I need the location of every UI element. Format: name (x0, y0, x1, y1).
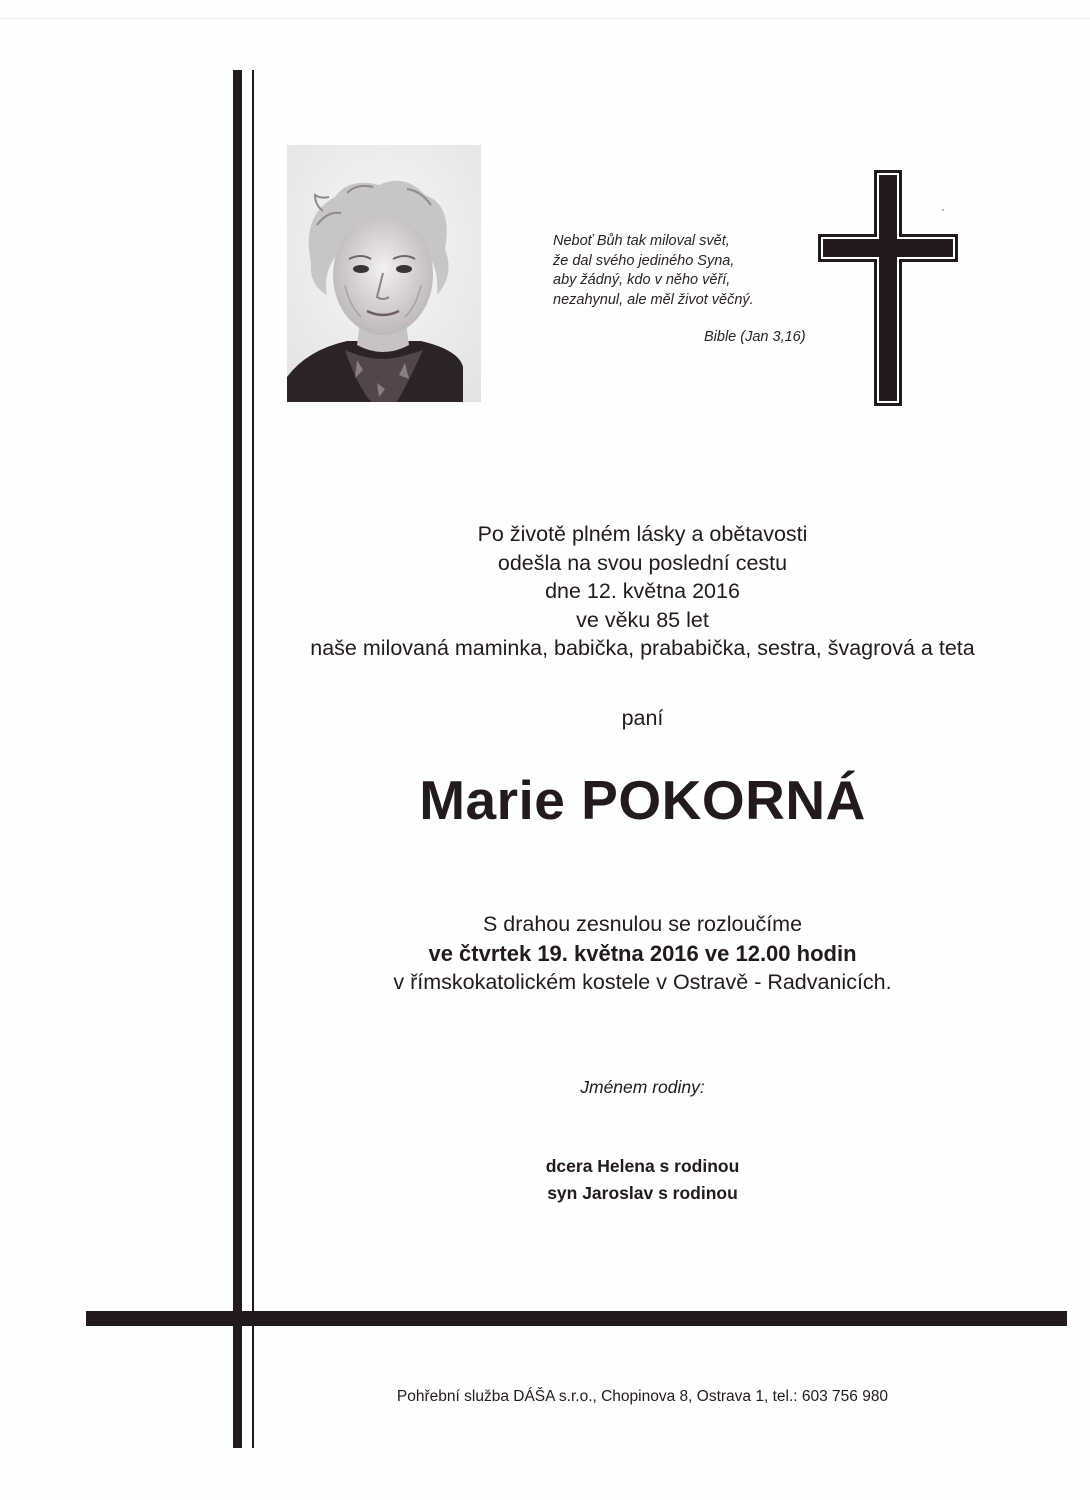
portrait-photo (287, 145, 481, 402)
mourning-vertical-bar-thick (233, 70, 242, 1448)
family-member: syn Jaroslav s rodinou (547, 1183, 738, 1203)
verse-line: nezahynul, ale měl život věčný. (553, 291, 754, 308)
scan-edge-line (0, 18, 1090, 19)
farewell-place: v římskokatolickém kostele v Ostravě - Radvanicích. (393, 970, 892, 994)
scan-speck (942, 209, 944, 211)
title-prefix: paní (621, 706, 664, 730)
mourning-vertical-bar-thin (252, 70, 254, 1448)
farewell-datetime: ve čtvrtek 19. května 2016 ve 12.00 hodin (428, 941, 857, 966)
bible-verse (553, 232, 833, 310)
announcement-line: ve věku 85 let (576, 607, 709, 632)
announcement-text (0, 520, 1090, 663)
family-label: Jménem rodiny: (580, 1077, 705, 1097)
deceased-name: Marie POKORNÁ (419, 769, 866, 831)
announcement-line: dne 12. května 2016 (545, 579, 740, 603)
family-members (0, 1153, 1090, 1207)
farewell-intro: S drahou zesnulou se rozloučíme (482, 912, 803, 936)
family-member: dcera Helena s rodinou (545, 1156, 740, 1176)
verse-line: Neboť Bůh tak miloval svět, (553, 233, 730, 249)
funeral-service-footer: Pohřební služba DÁŠA s.r.o., Chopinova 8, Ostrava 1, tel.: 603 756 980 (396, 1388, 889, 1405)
portrait-illustration (287, 145, 481, 402)
announcement-line: odešla na svou poslední cestu (497, 550, 788, 575)
verse-line: aby žádný, kdo v něho věří, (553, 272, 731, 288)
verse-source: Bible (Jan 3,16) (704, 329, 806, 345)
verse-line: že dal svého jediného Syna, (553, 252, 735, 269)
announcement-line: Po životě plném lásky a obětavosti (477, 522, 808, 546)
announcement-line: naše milovaná maminka, babička, prababička, sestra, švagrová a teta (310, 636, 975, 660)
latin-cross-icon (818, 170, 958, 406)
farewell-details (0, 910, 1090, 997)
mourning-horizontal-bar (86, 1311, 1067, 1326)
